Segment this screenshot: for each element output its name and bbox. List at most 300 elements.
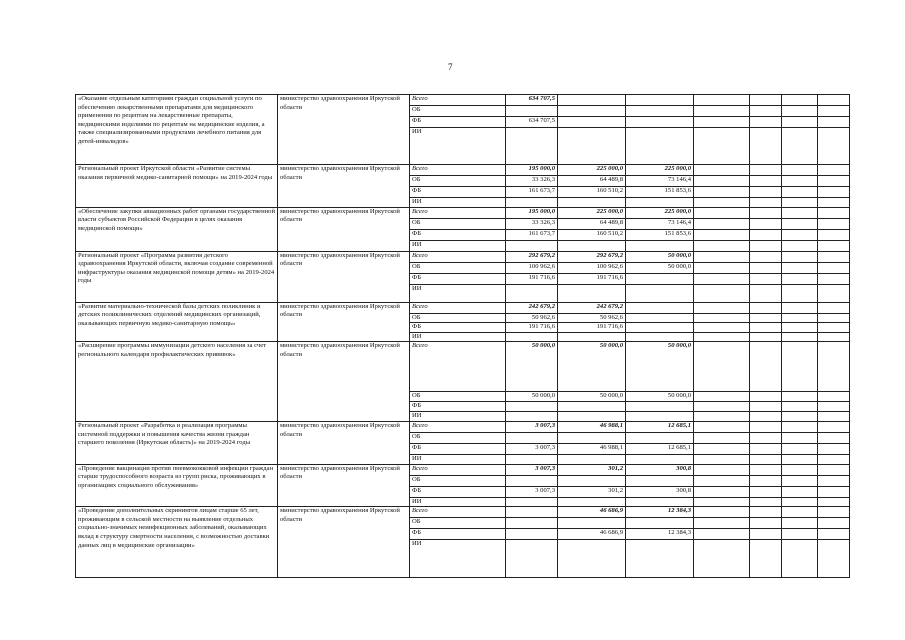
amount-cell: 33 326,3 [506, 176, 558, 187]
empty-cell [818, 464, 850, 475]
empty-cell [750, 342, 782, 392]
funding-source: ФБ [410, 486, 506, 497]
empty-cell [694, 421, 750, 432]
empty-cell [750, 540, 782, 578]
empty-cell [750, 176, 782, 187]
empty-cell [782, 392, 818, 402]
event-name: «Расширение программы иммунизации детского населения за счет регионального календаря профилактических прививок» [76, 342, 278, 422]
event-name: Региональный проект «Разработка и реализация программы системной поддержки и повышения качества жизни граждан старшего поколения (Иркутская область)» на 2019-2024 годы [76, 421, 278, 464]
amount-cell: 300,8 [626, 464, 694, 475]
empty-cell [750, 218, 782, 229]
amount-cell: 46 686,9 [558, 529, 626, 540]
empty-cell [750, 475, 782, 486]
amount-cell: 160 510,2 [558, 187, 626, 198]
amount-cell [558, 240, 626, 251]
empty-cell [782, 540, 818, 578]
funding-source: ИИ [410, 198, 506, 208]
empty-cell [694, 412, 750, 422]
empty-cell [694, 262, 750, 273]
event-name: «Проведение вакцинации против пневмококковой инфекции граждан старше трудоспособного возраста из групп риска, проживающих в организациях социального обслуживания» [76, 464, 278, 507]
event-name: «Обеспечение закупки авиационных работ органами государственной власти субъектов Российской Федерации в целях оказания медицинской помощи» [76, 207, 278, 251]
responsible-org: министерство здравоохранения Иркутской области [278, 302, 410, 342]
empty-cell [750, 529, 782, 540]
amount-cell [506, 454, 558, 464]
empty-cell [750, 284, 782, 302]
empty-cell [818, 432, 850, 443]
amount-cell [506, 240, 558, 251]
amount-cell: 12 384,3 [626, 507, 694, 518]
amount-cell [506, 540, 558, 578]
table-row [76, 165, 850, 176]
empty-cell [750, 313, 782, 323]
funding-source: Всего [410, 464, 506, 475]
funding-source: ОБ [410, 432, 506, 443]
amount-cell: 73 146,4 [626, 218, 694, 229]
amount-cell [506, 507, 558, 518]
amount-cell: 301,2 [558, 486, 626, 497]
responsible-org: министерство здравоохранения Иркутской области [278, 165, 410, 208]
amount-cell: 634 707,5 [506, 117, 558, 128]
empty-cell [818, 128, 850, 165]
empty-cell [782, 284, 818, 302]
amount-cell [626, 95, 694, 106]
empty-cell [782, 412, 818, 422]
empty-cell [818, 284, 850, 302]
amount-cell: 50 000,0 [506, 342, 558, 392]
funding-source: ОБ [410, 262, 506, 273]
amount-cell [626, 332, 694, 342]
amount-cell [506, 284, 558, 302]
empty-cell [694, 475, 750, 486]
empty-cell [782, 165, 818, 176]
amount-cell [558, 128, 626, 165]
responsible-org: министерство здравоохранения Иркутской области [278, 507, 410, 578]
funding-source: ИИ [410, 240, 506, 251]
empty-cell [818, 486, 850, 497]
responsible-org: министерство здравоохранения Иркутской области [278, 95, 410, 165]
amount-cell: 46 988,1 [558, 421, 626, 432]
empty-cell [750, 302, 782, 313]
empty-cell [782, 342, 818, 392]
amount-cell [506, 402, 558, 412]
funding-source: Всего [410, 95, 506, 106]
event-name: «Оказание отдельным категориям граждан социальной услуги по обеспечению лекарственными препаратами для медицинского применения по рецептам на лекарственные препараты, медицинскими изделиями по рецептам на медицинские изделия, а также специализированными продуктами лечебного питания для детей-инвалидов» [76, 95, 278, 165]
empty-cell [818, 198, 850, 208]
amount-cell [626, 402, 694, 412]
responsible-org: министерство здравоохранения Иркутской области [278, 207, 410, 251]
empty-cell [750, 486, 782, 497]
empty-cell [750, 518, 782, 529]
empty-cell [782, 475, 818, 486]
table-row [76, 251, 850, 262]
funding-source: ИИ [410, 454, 506, 464]
empty-cell [782, 218, 818, 229]
amount-cell: 160 510,2 [558, 229, 626, 240]
empty-cell [818, 540, 850, 578]
empty-cell [782, 229, 818, 240]
amount-cell [558, 432, 626, 443]
empty-cell [694, 229, 750, 240]
empty-cell [818, 117, 850, 128]
funding-source: ИИ [410, 412, 506, 422]
page-number: 7 [448, 62, 453, 72]
amount-cell [626, 432, 694, 443]
empty-cell [818, 507, 850, 518]
amount-cell [626, 198, 694, 208]
amount-cell [626, 497, 694, 507]
empty-cell [782, 313, 818, 323]
empty-cell [782, 432, 818, 443]
empty-cell [782, 497, 818, 507]
empty-cell [782, 262, 818, 273]
empty-cell [782, 273, 818, 284]
empty-cell [750, 117, 782, 128]
amount-cell: 634 707,5 [506, 95, 558, 106]
empty-cell [750, 128, 782, 165]
amount-cell: 151 853,6 [626, 229, 694, 240]
empty-cell [782, 454, 818, 464]
empty-cell [818, 187, 850, 198]
empty-cell [818, 207, 850, 218]
empty-cell [818, 323, 850, 333]
empty-cell [818, 402, 850, 412]
amount-cell [626, 302, 694, 313]
empty-cell [750, 412, 782, 422]
empty-cell [818, 106, 850, 117]
funding-source: ФБ [410, 529, 506, 540]
amount-cell: 46 686,9 [558, 507, 626, 518]
empty-cell [694, 176, 750, 187]
amount-cell: 225 000,0 [626, 165, 694, 176]
amount-cell: 3 007,3 [506, 421, 558, 432]
empty-cell [818, 475, 850, 486]
empty-cell [694, 128, 750, 165]
amount-cell [626, 323, 694, 333]
amount-cell [558, 117, 626, 128]
amount-cell: 301,2 [558, 464, 626, 475]
amount-cell: 242 679,2 [558, 302, 626, 313]
amount-cell: 3 007,3 [506, 443, 558, 454]
empty-cell [694, 106, 750, 117]
amount-cell: 191 716,6 [506, 273, 558, 284]
amount-cell [506, 432, 558, 443]
amount-cell [558, 412, 626, 422]
empty-cell [818, 342, 850, 392]
table-row [76, 421, 850, 432]
funding-source: ОБ [410, 475, 506, 486]
empty-cell [694, 198, 750, 208]
amount-cell: 3 007,3 [506, 464, 558, 475]
amount-cell [558, 518, 626, 529]
amount-cell: 33 326,3 [506, 218, 558, 229]
table-row [76, 95, 850, 106]
amount-cell: 191 716,6 [506, 323, 558, 333]
empty-cell [750, 497, 782, 507]
amount-cell [506, 475, 558, 486]
funding-source: Всего [410, 302, 506, 313]
responsible-org: министерство здравоохранения Иркутской области [278, 342, 410, 422]
empty-cell [818, 412, 850, 422]
amount-cell [626, 128, 694, 165]
empty-cell [694, 454, 750, 464]
amount-cell [558, 106, 626, 117]
amount-cell: 50 962,6 [558, 313, 626, 323]
event-name: Региональный проект Иркутской области «Развитие системы оказания первичной медико-санитарной помощи» на 2019-2024 годы [76, 165, 278, 208]
table-row [76, 207, 850, 218]
empty-cell [818, 273, 850, 284]
empty-cell [782, 251, 818, 262]
amount-cell [626, 518, 694, 529]
table-row [76, 302, 850, 313]
amount-cell [626, 412, 694, 422]
empty-cell [694, 273, 750, 284]
funding-source: ОБ [410, 392, 506, 402]
amount-cell: 225 000,0 [626, 207, 694, 218]
amount-cell [626, 273, 694, 284]
amount-cell [558, 95, 626, 106]
empty-cell [818, 218, 850, 229]
empty-cell [818, 518, 850, 529]
empty-cell [782, 176, 818, 187]
amount-cell [626, 117, 694, 128]
empty-cell [818, 165, 850, 176]
amount-cell [626, 454, 694, 464]
funding-source: ФБ [410, 402, 506, 412]
empty-cell [694, 323, 750, 333]
empty-cell [694, 507, 750, 518]
amount-cell: 151 853,6 [626, 187, 694, 198]
empty-cell [694, 486, 750, 497]
empty-cell [694, 117, 750, 128]
funding-source: ИИ [410, 497, 506, 507]
empty-cell [782, 128, 818, 165]
empty-cell [694, 402, 750, 412]
empty-cell [694, 313, 750, 323]
empty-cell [782, 486, 818, 497]
empty-cell [750, 165, 782, 176]
empty-cell [782, 443, 818, 454]
funding-source: ОБ [410, 106, 506, 117]
amount-cell [506, 412, 558, 422]
amount-cell: 50 000,0 [626, 262, 694, 273]
empty-cell [694, 284, 750, 302]
amount-cell: 292 679,2 [558, 251, 626, 262]
empty-cell [782, 507, 818, 518]
responsible-org: министерство здравоохранения Иркутской области [278, 251, 410, 302]
amount-cell: 191 716,6 [558, 273, 626, 284]
empty-cell [818, 229, 850, 240]
empty-cell [818, 251, 850, 262]
amount-cell [506, 529, 558, 540]
empty-cell [750, 229, 782, 240]
empty-cell [782, 464, 818, 475]
empty-cell [818, 529, 850, 540]
amount-cell: 12 685,1 [626, 421, 694, 432]
amount-cell [558, 198, 626, 208]
funding-source: ФБ [410, 187, 506, 198]
empty-cell [782, 518, 818, 529]
empty-cell [694, 302, 750, 313]
amount-cell: 225 000,0 [558, 207, 626, 218]
amount-cell [506, 332, 558, 342]
amount-cell [626, 475, 694, 486]
amount-cell: 64 489,8 [558, 218, 626, 229]
empty-cell [750, 507, 782, 518]
budget-table [75, 94, 850, 578]
amount-cell [558, 540, 626, 578]
empty-cell [782, 207, 818, 218]
funding-source: Всего [410, 421, 506, 432]
amount-cell: 64 489,8 [558, 176, 626, 187]
funding-source: ИИ [410, 332, 506, 342]
amount-cell: 12 685,1 [626, 443, 694, 454]
empty-cell [818, 313, 850, 323]
empty-cell [694, 95, 750, 106]
empty-cell [694, 443, 750, 454]
empty-cell [782, 95, 818, 106]
amount-cell: 50 000,0 [626, 342, 694, 392]
empty-cell [782, 323, 818, 333]
amount-cell: 100 962,6 [506, 262, 558, 273]
empty-cell [818, 302, 850, 313]
empty-cell [818, 95, 850, 106]
amount-cell [626, 284, 694, 302]
funding-source: ИИ [410, 128, 506, 165]
empty-cell [694, 432, 750, 443]
empty-cell [694, 518, 750, 529]
event-name: Региональный проект «Программа развития детского здравоохранения Иркутской области, включая создание современной инфраструктуры оказания медицинской помощи детям» на 2019-2024 годы [76, 251, 278, 302]
funding-source: ФБ [410, 273, 506, 284]
funding-source: ОБ [410, 176, 506, 187]
empty-cell [782, 421, 818, 432]
empty-cell [750, 323, 782, 333]
empty-cell [750, 251, 782, 262]
funding-source: ФБ [410, 229, 506, 240]
empty-cell [750, 421, 782, 432]
empty-cell [694, 207, 750, 218]
event-name: «Развитие материально-технической базы детских поликлиник и детских поликлинических отделений медицинских организаций, оказывающих первичную медико-санитарную помощь» [76, 302, 278, 342]
empty-cell [750, 443, 782, 454]
funding-source: Всего [410, 507, 506, 518]
amount-cell: 50 000,0 [626, 251, 694, 262]
funding-source: Всего [410, 342, 506, 392]
amount-cell [558, 332, 626, 342]
empty-cell [694, 392, 750, 402]
amount-cell: 50 000,0 [506, 392, 558, 402]
amount-cell [506, 497, 558, 507]
event-name: «Проведение дополнительных скринингов лицам старше 65 лет, проживающим в сельской местности на выявление отдельных социально-значимых неинфекционных заболеваний, оказывающих вклад в структуру смертности населения, с возможностью доставки данных лиц в медицинские организации» [76, 507, 278, 578]
empty-cell [750, 106, 782, 117]
empty-cell [818, 392, 850, 402]
funding-source: ИИ [410, 540, 506, 578]
funding-source: ОБ [410, 313, 506, 323]
empty-cell [750, 95, 782, 106]
amount-cell [506, 128, 558, 165]
amount-cell: 50 000,0 [558, 392, 626, 402]
empty-cell [750, 464, 782, 475]
amount-cell: 300,8 [626, 486, 694, 497]
empty-cell [750, 187, 782, 198]
empty-cell [818, 176, 850, 187]
empty-cell [750, 402, 782, 412]
empty-cell [782, 332, 818, 342]
amount-cell: 50 962,6 [506, 313, 558, 323]
amount-cell: 195 000,0 [506, 165, 558, 176]
amount-cell: 50 000,0 [626, 392, 694, 402]
empty-cell [782, 106, 818, 117]
table-row [76, 464, 850, 475]
responsible-org: министерство здравоохранения Иркутской области [278, 464, 410, 507]
funding-source: ФБ [410, 117, 506, 128]
funding-source: ФБ [410, 443, 506, 454]
empty-cell [818, 332, 850, 342]
empty-cell [694, 342, 750, 392]
empty-cell [818, 443, 850, 454]
funding-source: Всего [410, 251, 506, 262]
amount-cell: 73 146,4 [626, 176, 694, 187]
empty-cell [818, 240, 850, 251]
empty-cell [750, 332, 782, 342]
funding-source: ФБ [410, 323, 506, 333]
amount-cell [558, 497, 626, 507]
funding-source: Всего [410, 165, 506, 176]
amount-cell [506, 198, 558, 208]
amount-cell: 225 000,0 [558, 165, 626, 176]
empty-cell [694, 497, 750, 507]
amount-cell: 242 679,2 [506, 302, 558, 313]
empty-cell [694, 464, 750, 475]
funding-source: ОБ [410, 518, 506, 529]
empty-cell [694, 165, 750, 176]
empty-cell [782, 402, 818, 412]
empty-cell [750, 432, 782, 443]
empty-cell [782, 529, 818, 540]
amount-cell [558, 454, 626, 464]
amount-cell [626, 540, 694, 578]
amount-cell [626, 106, 694, 117]
empty-cell [694, 218, 750, 229]
empty-cell [782, 302, 818, 313]
funding-source: ИИ [410, 284, 506, 302]
empty-cell [782, 117, 818, 128]
responsible-org: министерство здравоохранения Иркутской области [278, 421, 410, 464]
amount-cell [506, 518, 558, 529]
amount-cell: 195 000,0 [506, 207, 558, 218]
empty-cell [750, 392, 782, 402]
empty-cell [750, 198, 782, 208]
empty-cell [750, 207, 782, 218]
amount-cell: 191 716,6 [558, 323, 626, 333]
table-row [76, 507, 850, 518]
empty-cell [818, 454, 850, 464]
empty-cell [750, 240, 782, 251]
amount-cell: 292 679,2 [506, 251, 558, 262]
amount-cell [558, 284, 626, 302]
amount-cell [626, 313, 694, 323]
empty-cell [818, 421, 850, 432]
empty-cell [818, 497, 850, 507]
table-row [76, 342, 850, 392]
empty-cell [694, 332, 750, 342]
empty-cell [782, 187, 818, 198]
funding-source: ОБ [410, 218, 506, 229]
empty-cell [694, 251, 750, 262]
funding-source: Всего [410, 207, 506, 218]
empty-cell [818, 262, 850, 273]
amount-cell: 46 988,1 [558, 443, 626, 454]
amount-cell: 161 673,7 [506, 229, 558, 240]
empty-cell [694, 187, 750, 198]
